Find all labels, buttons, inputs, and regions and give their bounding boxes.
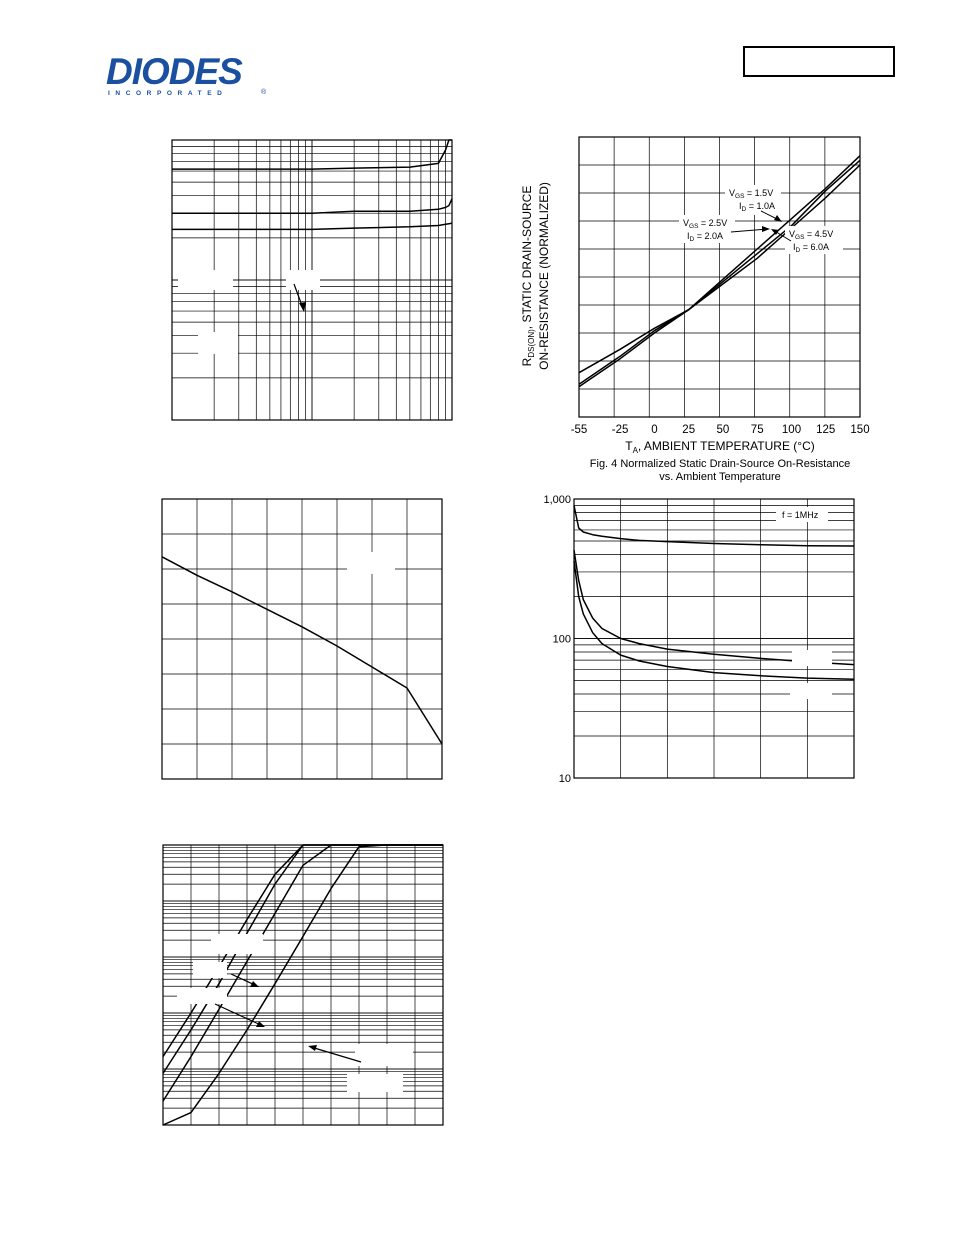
annotation-id-6.0: $I_D = 6.0A$	[793, 242, 829, 254]
annotation-box	[177, 988, 227, 1004]
annotation-arrow	[311, 1047, 361, 1062]
arrow-head	[762, 226, 770, 232]
annotation-box	[286, 270, 320, 290]
frequency-annotation: f = 1MHz	[782, 510, 819, 520]
chart-middle-left	[155, 492, 455, 787]
x-tick-labels	[571, 424, 870, 436]
grid	[162, 499, 442, 779]
x-tick-label: 50	[716, 424, 730, 436]
figure-title: Fig. 4 Normalized Static Drain-Source On-Resistance	[589, 458, 851, 470]
x-tick-label: 150	[850, 424, 870, 436]
annotation-id-1.0: $I_D = 1.0A$	[739, 201, 775, 213]
x-tick-label: 75	[750, 424, 764, 436]
chart-top-right	[505, 128, 890, 488]
logo-registered-mark: ®	[261, 89, 267, 96]
annotation-box	[347, 1074, 403, 1092]
annotation-vgs-1.5: $V_{GS} = 1.5V$	[729, 188, 774, 200]
annotation-box	[355, 1044, 413, 1066]
x-tick-label: 125	[816, 424, 836, 436]
x-axis-label: $T_A$, AMBIENT TEMPERATURE (°C)	[625, 439, 815, 455]
x-tick-label: -55	[570, 424, 588, 436]
x-tick-label: 0	[651, 424, 658, 436]
x-tick-label: -25	[611, 424, 629, 436]
y-axis-label-line1: $R_{DS(ON)}$, STATIC DRAIN-SOURCE	[520, 185, 536, 367]
annotation-box	[347, 552, 395, 574]
arrow-head	[299, 302, 306, 312]
y-tick-label: 1,000	[543, 494, 571, 506]
annotation-box	[198, 332, 238, 354]
annotation-box	[792, 650, 832, 666]
annotation-box	[178, 270, 233, 290]
x-tick-label: 25	[682, 424, 696, 436]
chart-top-left	[160, 128, 460, 433]
y-tick-labels	[543, 494, 571, 785]
annotation-id-2.0: $I_D = 2.0A$	[687, 231, 723, 243]
chart-bottom-left	[155, 838, 455, 1133]
annotation-box	[790, 683, 832, 699]
y-tick-label: 100	[552, 633, 571, 646]
arrow-head	[308, 1045, 317, 1051]
x-tick-label: 100	[781, 424, 802, 436]
annotation-vgs-2.5: $V_{GS} = 2.5V$	[683, 218, 728, 230]
y-axis-label-line2: ON-RESISTANCE (NORMALIZED)	[537, 182, 551, 370]
grid	[574, 499, 854, 778]
annotation-vgs-4.5: $V_{GS} = 4.5V$	[789, 229, 834, 241]
logo-wordmark: DIODES	[106, 52, 242, 92]
part-number-box	[743, 46, 895, 77]
annotation-box	[211, 934, 263, 954]
diodes-logo	[104, 52, 270, 98]
chart-middle-right	[528, 490, 868, 790]
annotation-arrow	[731, 229, 767, 232]
y-tick-label: 10	[558, 773, 571, 785]
grid	[579, 137, 860, 417]
figure-subtitle: vs. Ambient Temperature	[659, 471, 781, 483]
logo-subtext: INCORPORATED	[108, 90, 228, 97]
annotation-box	[193, 962, 227, 978]
